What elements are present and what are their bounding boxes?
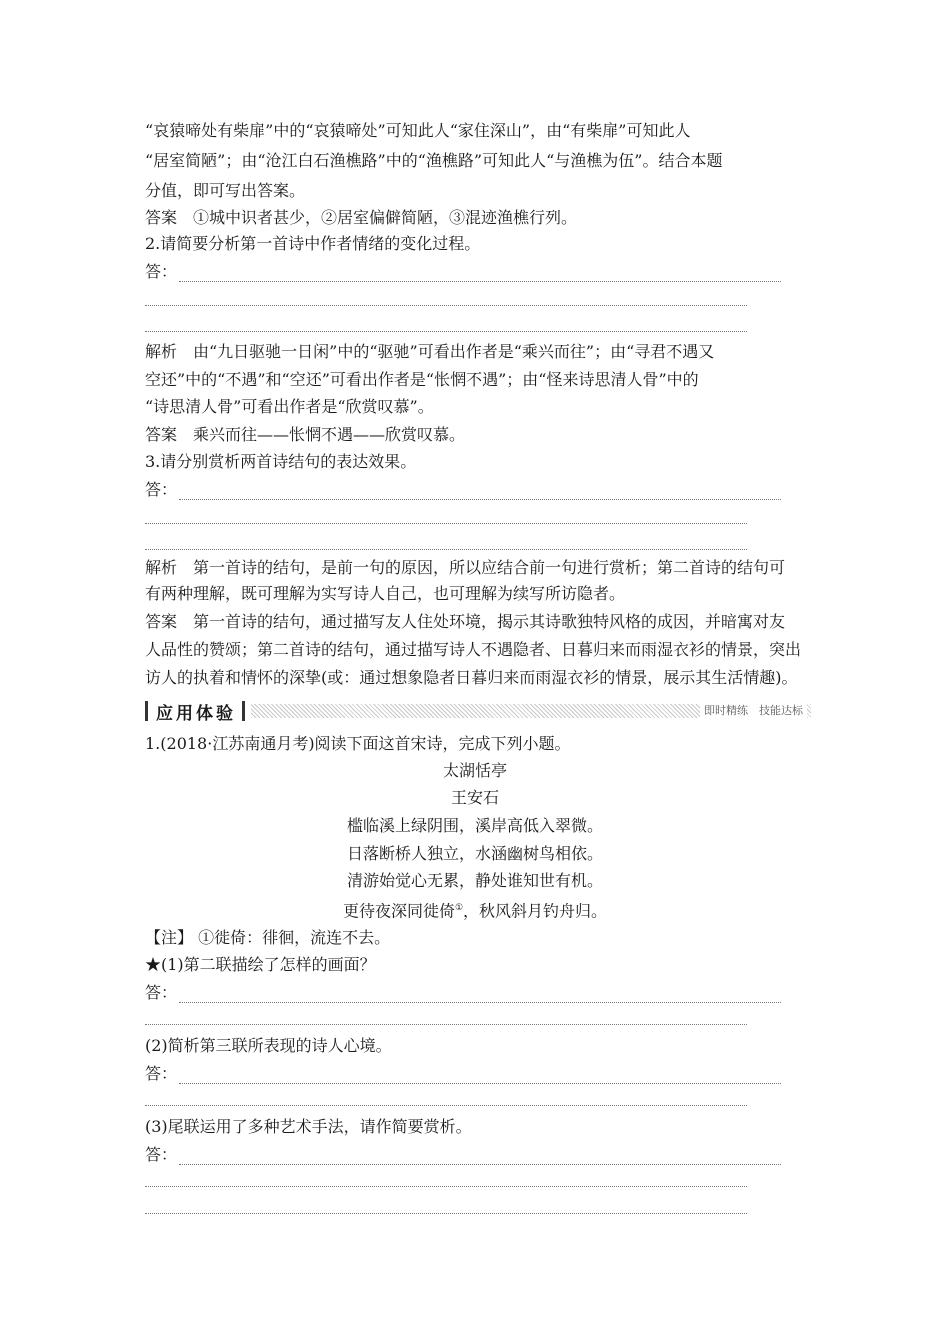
answer-label: 答：	[145, 983, 178, 1002]
q1-answer: 答案 ①城中识者甚少，②居室偏僻简陋，③混迹渔樵行列。	[145, 208, 578, 227]
poem-author: 王安石	[450, 788, 499, 807]
q2-analysis-line-2: 空还”中的“不遇”和“空还”可看出作者是“怅惘不遇”；由“怪来诗思清人骨”中的	[145, 370, 699, 389]
answer-line	[179, 486, 781, 500]
poem-title: 太湖恬亭	[442, 761, 507, 780]
q2-question: 2.请简要分析第一首诗中作者情绪的变化过程。	[145, 234, 481, 253]
q3-answer-line-3: 访人的执着和情怀的深挚(或：通过想象隐者日暮归来而雨湿衣衫的情景，展示其生活情趣)。	[145, 668, 798, 687]
sub1-answer-field[interactable]	[145, 983, 781, 1003]
poem-line-4	[0, 898, 950, 921]
practice-intro: 1.(2018·江苏南通月考)阅读下面这首宋诗，完成下列小题。	[145, 734, 571, 753]
answer-label: 答：	[145, 1064, 178, 1083]
q3-answer-line-2: 人品性的赞颂；第二首诗的结句，通过描写诗人不遇隐者、日暮归来而雨湿衣衫的情景，突出	[145, 640, 802, 659]
sub-question-2: (2)简析第三联所表现的诗人心境。	[145, 1036, 392, 1055]
answer-line	[179, 1151, 781, 1165]
poem-line-4-part-1: 更待夜深同徙倚	[342, 901, 455, 921]
answer-line	[145, 523, 747, 524]
q2-analysis-line-1: 解析 由“九日驱驰一日闲”中的“驱驰”可看出作者是“乘兴而往”；由“寻君不遇又	[145, 342, 715, 361]
answer-line	[179, 1070, 781, 1084]
answer-line	[145, 331, 747, 332]
q3-answer-line-1: 答案 第一首诗的结句，通过描写友人住处环境，揭示其诗歌独特风格的成因，并暗寓对友	[145, 612, 786, 631]
answer-line	[145, 1105, 747, 1106]
answer-line	[145, 1024, 747, 1025]
q3-question: 3.请分别赏析两首诗结句的表达效果。	[145, 452, 417, 471]
section-header	[145, 700, 811, 722]
sub3-answer-field[interactable]	[145, 1145, 781, 1165]
answer-label: 答：	[145, 480, 178, 499]
prev-analysis-line-1: “哀猿啼处有柴扉”中的“哀猿啼处”可知此人“家住深山”，由“有柴扉”可知此人	[145, 121, 691, 140]
poem-note: 【注】 ①徙倚：徘徊，流连不去。	[145, 928, 391, 947]
prev-analysis-line-2: “居室简陋”；由“沧江白石渔樵路”中的“渔樵路”可知此人“与渔樵为伍”。结合本题	[145, 151, 723, 170]
answer-line	[179, 268, 781, 282]
answer-line	[145, 305, 747, 306]
poem-line-1: 槛临溪上绿阴围，溪岸高低入翠微。	[346, 816, 603, 835]
poem-line-3: 清游始觉心无累，静处谁知世有机。	[346, 871, 603, 890]
answer-label: 答：	[145, 262, 178, 281]
section-hatch	[251, 704, 811, 718]
q2-answer: 答案 乘兴而往——怅惘不遇——欣赏叹慕。	[145, 425, 466, 444]
section-bar	[242, 701, 245, 721]
poem-line-4-part-2: ，秋风斜月钓舟归。	[463, 901, 608, 921]
answer-label: 答：	[145, 1145, 178, 1164]
q3-analysis-line-2: 有两种理解，既可理解为实写诗人自己，也可理解为续写所访隐者。	[145, 584, 626, 603]
answer-line	[145, 1213, 747, 1214]
sub2-answer-field[interactable]	[145, 1064, 781, 1084]
q3-answer-field[interactable]	[145, 480, 781, 500]
sub-question-3: (3)尾联运用了多种艺术手法，请作简要赏析。	[145, 1117, 472, 1136]
answer-line	[145, 549, 747, 550]
section-title: 应用体验	[156, 703, 236, 724]
q2-answer-field[interactable]	[145, 262, 781, 282]
poem-line-2: 日落断桥人独立，水涵幽树鸟相依。	[346, 844, 603, 863]
section-tag: 即时精练 技能达标	[700, 702, 807, 720]
section-bar	[145, 701, 148, 721]
footnote-marker: ①	[454, 903, 464, 913]
prev-analysis-line-3: 分值，即可写出答案。	[145, 181, 306, 200]
sub-question-1: ★(1)第二联描绘了怎样的画面？	[145, 955, 376, 974]
q2-analysis-line-3: “诗思清人骨”可看出作者是“欣赏叹慕”。	[145, 397, 434, 416]
answer-line	[145, 1186, 747, 1187]
answer-line	[179, 989, 781, 1003]
q3-analysis-line-1: 解析 第一首诗的结句，是前一句的原因，所以应结合前一句进行赏析；第二首诗的结句可	[145, 558, 786, 577]
